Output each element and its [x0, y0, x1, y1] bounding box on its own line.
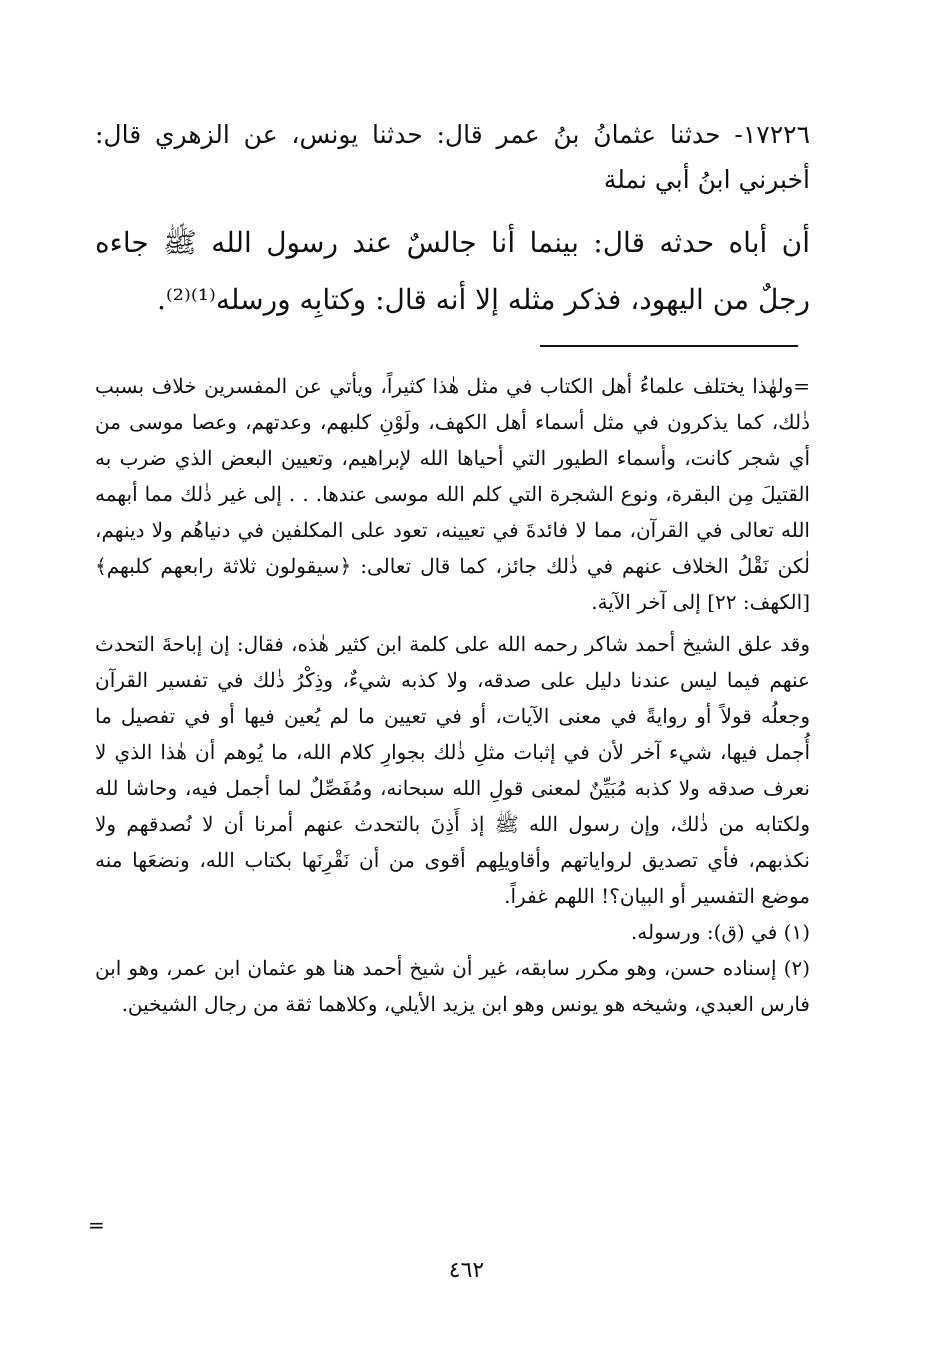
- continuation-mark: =: [88, 1213, 105, 1237]
- footnote-separator: [540, 345, 798, 347]
- hadith-block: [95, 112, 810, 328]
- footnote-1: (١) في (ق): ورسوله.: [630, 920, 810, 944]
- footnote-continuation-2: وقد علق الشيخ أحمد شاكر رحمه الله على كلمة ابن كثير هٰذه، فقال: إن إباحةَ التحدث عنهم فيما ليس عندنا دليل على صدقه، ولا كذبه شيءٌ، وذِكْرُ ذٰلك في تفسير القرآن وجعلُه قولاً أو روايةً في معنى الآيات، أو في تعيين ما لم يُعين فيها أو في تفصيل ما أُجمل فيها، شيء آخر لأن في إثبات مثلِ ذٰلك بجوارِ كلام الله، ما يُوهم أن هٰذا الذي لا نعرف صدقه ولا كذبه مُبَيِّنٌ لمعنى قولِ الله سبحانه، ومُفَصِّلٌ لما أجمل فيه، وحاشا لله ولكتابه من ذٰلك، وإن رسول الله ﷺ إذ أَذِنَ بالتحدث عنهم أمرنا أن لا نُصدقهم ولا نكذبهم، فأي تصديق لرواياتهم وأقاويلِهم أقوى من أن نَقْرِنَها بكتاب الله، ونضعَها منه موضع التفسير أو البيان؟! اللهم غفراً.: [95, 632, 810, 908]
- footnote-2: (٢) إسناده حسن، وهو مكرر سابقه، غير أن شيخ أحمد هنا هو عثمان ابن عمر، وهو ابن فارس العبدي، وشيخه هو يونس وهو ابن يزيد الأيلي، وكلاهما ثقة من رجال الشيخين.: [95, 956, 810, 1016]
- footnote-continuation-1: =ولهٰذا يختلف علماءُ أهل الكتاب في مثل هٰذا كثيراً، ويأتي عن المفسرين خلاف بسبب ذٰلك، كما يذكرون في مثل أسماء أهل الكهف، ولَوْنِ كلبهم، وعدتهم، وعصا موسى من أي شجر كانت، وأسماء الطيور التي أحياها الله لإبراهيم، وتعيين البعض الذي ضرب به القتيلَ مِن البقرة، ونوع الشجرة التي كلم الله موسى عندها. . . إلى غير ذٰلك مما أبهمه الله تعالى في القرآن، مما لا فائدةَ في تعيينه، تعود على المكلفين في دنياهُم ولا دينهم، لٰكن نَقْلُ الخلاف عنهم في ذٰلك جائز، كما قال تعالى: ﴿سيقولون ثلاثة رابعهم كلبهم﴾ [الكهف: ٢٢] إلى آخر الآية.: [95, 374, 810, 614]
- page-number: ٤٦٢: [448, 1258, 485, 1283]
- footnotes-block: [95, 368, 810, 1022]
- hadith-isnad: ١٧٢٢٦- حدثنا عثمانُ بنُ عمر قال: حدثنا يونس، عن الزهري قال: أخبرني ابنُ أبي نملة: [95, 120, 810, 194]
- hadith-matn: أن أباه حدثه قال: بينما أنا جالسٌ عند رسول الله ﷺ جاءه رجلٌ من اليهود، فذكر مثله إلا أنه قال: وكتابِه ورسله⁽¹⁾⁽²⁾.: [95, 226, 810, 316]
